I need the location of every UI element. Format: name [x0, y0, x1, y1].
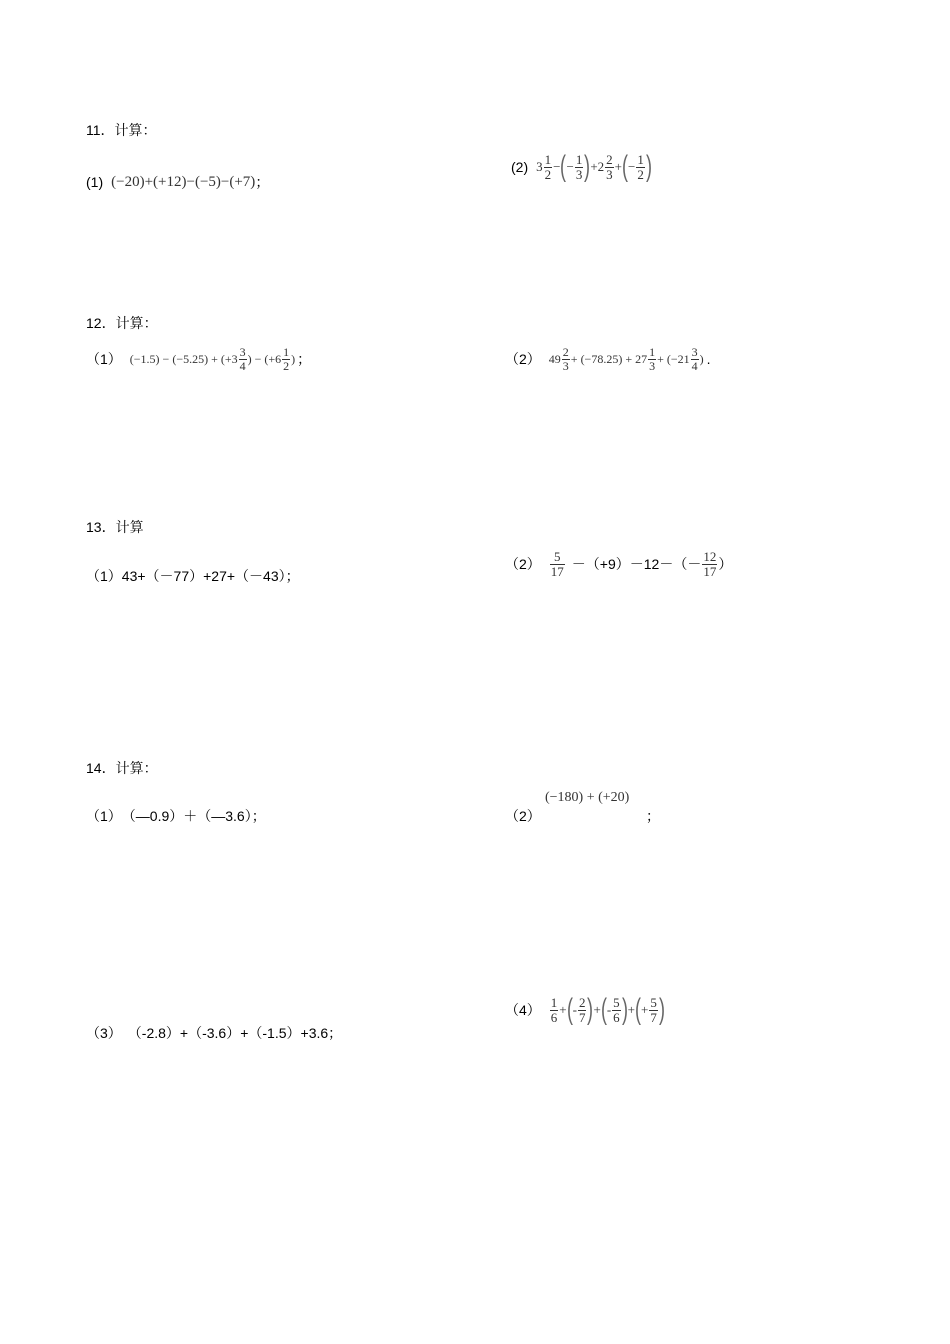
q13-part1 [86, 566, 300, 586]
q12-part2 [505, 346, 711, 372]
q12-p2-frac2: $\frac{1}{3}$ [649, 345, 656, 373]
q11-p2-op3: + [614, 159, 622, 174]
right-paren-icon: ) [584, 150, 591, 183]
q13-p2-expr-mid: －（+9）－12－（－ [571, 556, 702, 573]
q14-p1-label: （1） [86, 808, 122, 824]
q11-p2-label: (2) [511, 159, 529, 175]
q11-p2-sign4: − [628, 159, 636, 174]
q13-part2 [505, 550, 732, 578]
q14-p4-op1: + [559, 1002, 567, 1017]
q12-p2-frac3: $\frac{3}{4}$ [691, 345, 698, 373]
q12-p2-frac1: $\frac{2}{3}$ [562, 345, 569, 373]
q13-p2-frac2: $\frac{12}{17}$ [703, 549, 717, 579]
q12-p2-expr-d: ) [699, 351, 704, 366]
q11-p2-whole1: 3 [536, 159, 543, 174]
q14-heading: 14．计算： [86, 760, 158, 776]
q14-part3 [86, 1023, 342, 1043]
q12-p2-label: （2） [505, 351, 541, 368]
q12-part1 [86, 346, 311, 372]
q12-p1-frac1: $\frac{3}{4}$ [239, 345, 246, 373]
q14-part1 [86, 806, 266, 826]
q12-p1-expr-a: (−1.5) − (−5.25) + (+3 [129, 351, 238, 366]
q14-p4-frac3: $\frac{5}{6}$ [613, 994, 620, 1025]
q13-p1-label: （1） [86, 568, 122, 584]
q11-part2 [511, 152, 652, 182]
q14-p2-end: ； [646, 808, 660, 824]
q12-p2-end: . [706, 351, 711, 368]
q11-p2-whole2: 2 [597, 159, 605, 174]
q12-p1-frac2: $\frac{1}{2}$ [283, 345, 290, 373]
q12-heading: 12．计算： [86, 315, 158, 331]
q13-p2-end: ） [718, 556, 733, 573]
left-paren-icon: ( [635, 993, 642, 1026]
q14-p4-frac1: $\frac{1}{6}$ [550, 994, 558, 1025]
left-paren-icon: ( [600, 993, 607, 1026]
q13-p2-frac1: $\frac{5}{17}$ [550, 549, 564, 579]
q11-p2-frac2: $\frac{1}{3}$ [575, 151, 583, 182]
q14-p4-label: （4） [505, 1002, 541, 1018]
q12-p1-expr-c: ) [291, 351, 296, 366]
q11-p2-op1: − [553, 159, 561, 174]
q11-p2-frac1: $\frac{1}{2}$ [544, 151, 552, 182]
right-paren-icon: ) [658, 993, 665, 1026]
q14-p2-label: （2） [505, 808, 541, 824]
q12-p1-end: ； [297, 351, 312, 368]
right-paren-icon: ) [621, 993, 628, 1026]
q14-part4 [505, 995, 665, 1025]
q13-p2-label: （2） [505, 556, 541, 573]
q11-p2-op2: + [590, 159, 598, 174]
q11-p2-sign2: − [566, 159, 574, 174]
q14-part2 [505, 806, 541, 826]
q13-heading: 13．计算 [86, 519, 144, 535]
q14-p4-frac4: $\frac{5}{7}$ [650, 994, 657, 1025]
q14-p4-frac2: $\frac{2}{7}$ [578, 994, 586, 1025]
q14-p3-expression: （-2.8）+（-3.6）+（-1.5）+3.6； [127, 1025, 343, 1041]
q11-p1-label: (1) [86, 174, 104, 190]
q12-p2-expr-a: 49 [548, 351, 561, 366]
q14-p4-op2: + [593, 1002, 601, 1017]
q14-p4-sign4: + [641, 1002, 649, 1017]
q12-p1-expr-b: ) − (+6 [247, 351, 282, 366]
q14-p4-sign3: - [606, 1002, 612, 1017]
q11-part1 [86, 172, 269, 192]
q12-p1-label: （1） [86, 351, 122, 368]
right-paren-icon: ) [645, 150, 652, 183]
q14-p3-label: （3） [86, 1025, 122, 1041]
left-paren-icon: ( [622, 150, 628, 183]
q11-p2-frac4: $\frac{1}{2}$ [637, 151, 644, 182]
q14-p2-expression: (−180) + (+20) [545, 790, 630, 805]
q12-p2-expr-c: + (−21 [657, 351, 690, 366]
q14-p4-op3: + [627, 1002, 636, 1017]
q11-p2-frac3: $\frac{2}{3}$ [606, 151, 613, 182]
q11-p1-expression: (−20)+(+12)−(−5)−(+7) [111, 173, 256, 190]
q11-heading: 11．计算： [86, 122, 157, 138]
left-paren-icon: ( [560, 150, 567, 183]
q14-p4-sign2: - [572, 1002, 577, 1017]
q13-p1-expression: 43+（－77）+27+（－43）； [121, 568, 300, 584]
left-paren-icon: ( [566, 993, 573, 1026]
q11-p1-end: ； [255, 174, 270, 190]
right-paren-icon: ) [587, 993, 594, 1026]
q12-p2-expr-b: + (−78.25) + 27 [570, 351, 648, 366]
q14-p1-expression: （—0.9）＋（—3.6）； [121, 808, 266, 824]
